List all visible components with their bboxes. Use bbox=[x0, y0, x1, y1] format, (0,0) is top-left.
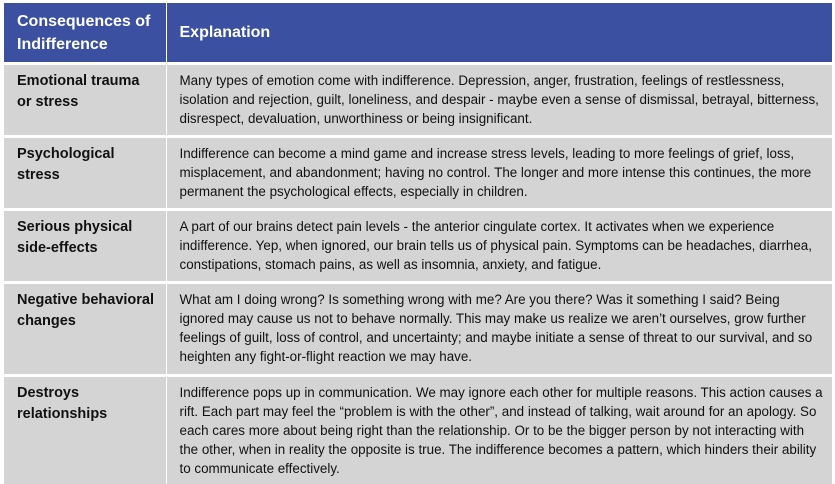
table-row bbox=[4, 376, 832, 484]
table-row bbox=[4, 283, 832, 376]
table-header-row bbox=[4, 3, 832, 64]
consequence-cell: Psychological stress bbox=[4, 137, 166, 210]
consequence-cell: Emotional trauma or stress bbox=[4, 64, 166, 137]
table-row bbox=[4, 210, 832, 283]
table-row bbox=[4, 64, 832, 137]
consequence-cell: Negative behavioral changes bbox=[4, 283, 166, 376]
explanation-cell: Many types of emotion come with indifference. Depression, anger, frustration, feelings of restlessness, isolation and rejection, guilt, loneliness, and despair - maybe even a sense of dismissal, betrayal, bitterness, disrespect, devaluation, unworthiness or being insignificant. bbox=[166, 64, 832, 137]
header-consequences: Consequences of Indifference bbox=[4, 3, 166, 64]
explanation-cell: Indifference can become a mind game and increase stress levels, leading to more feelings of grief, loss, misplacement, and abandonment; having no control. The longer and more intense this continues, the more permanent the psychological effects, especially in children. bbox=[166, 137, 832, 210]
consequences-table bbox=[4, 3, 832, 484]
header-explanation: Explanation bbox=[166, 3, 832, 64]
consequence-cell: Serious physical side-effects bbox=[4, 210, 166, 283]
consequence-cell: Destroys relationships bbox=[4, 376, 166, 484]
explanation-cell: Indifference pops up in communication. We may ignore each other for multiple reasons. This action causes a rift. Each part may feel the “problem is with the other”, and instead of talking, wait around for an apology. So each cares more about being right than the relationship. Or to be the bigger person by not interacting with the other, when in reality the opposite is true. The indifference becomes a pattern, which hinders their ability to communicate effectively. bbox=[166, 376, 832, 484]
table-row bbox=[4, 137, 832, 210]
explanation-cell: A part of our brains detect pain levels - the anterior cingulate cortex. It activates when we experience indifference. Yep, when ignored, our brain tells us of physical pain. Symptoms can be headaches, diarrhea, constipations, stomach pains, as well as insomnia, anxiety, and fatigue. bbox=[166, 210, 832, 283]
explanation-cell: What am I doing wrong? Is something wrong with me? Are you there? Was it something I said? Being ignored may cause us not to behave normally. This may make us realize we aren’t ourselves, grow further feelings of guilt, loss of control, and uncertainty; and maybe initiate a sense of threat to our survival, and so heighten any fight-or-flight reaction we may have. bbox=[166, 283, 832, 376]
